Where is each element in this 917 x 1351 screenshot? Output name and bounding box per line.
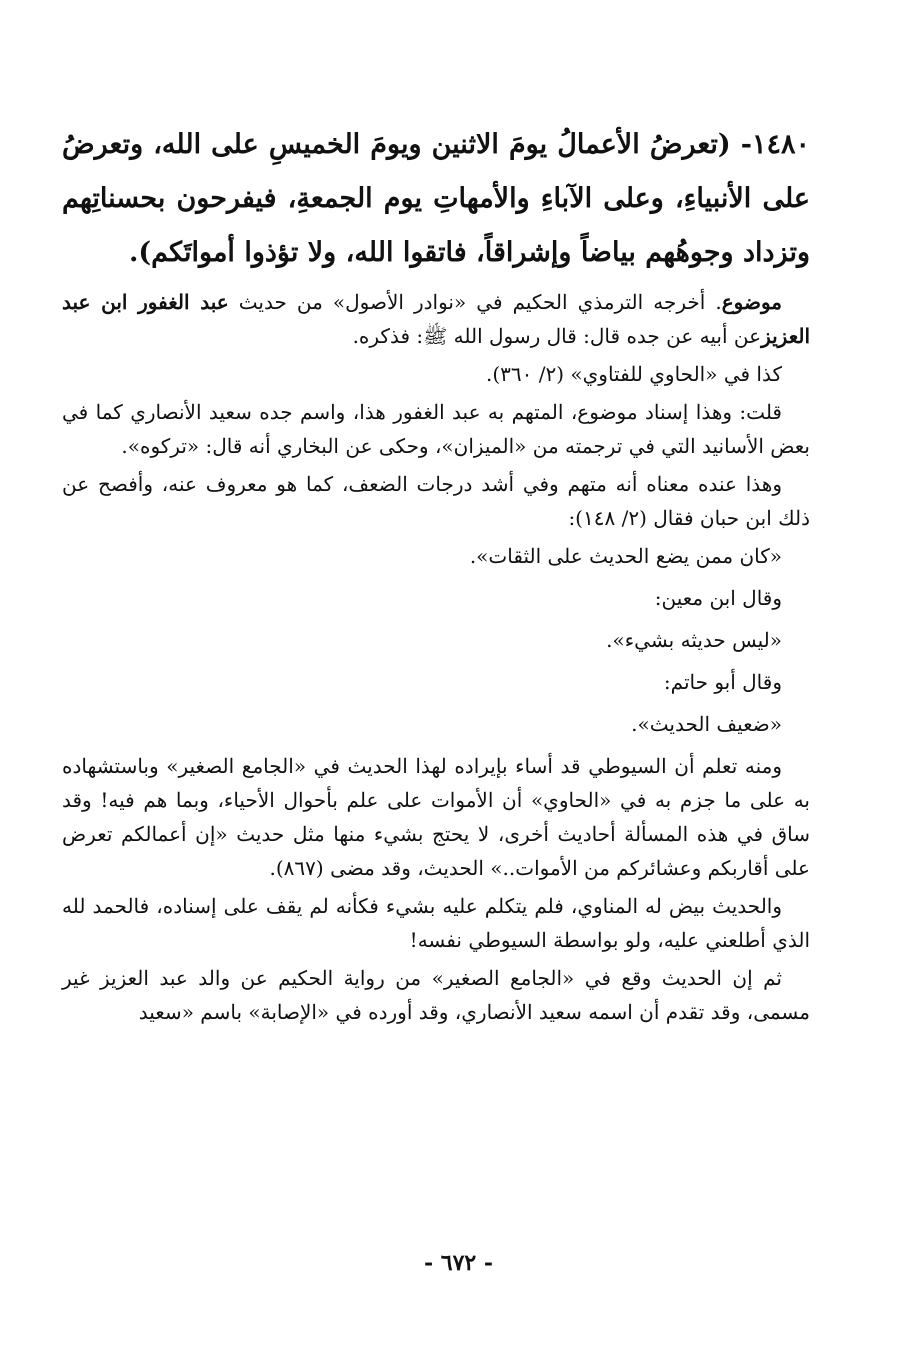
- quote-ibn-main: «ليس حديثه بشيء».: [606, 628, 782, 652]
- quote-ibn-hibban: «كان ممن يضع الحديث على الثقات».: [469, 544, 782, 568]
- page-body: [62, 118, 810, 1033]
- comment-paragraph-2: وهذا عنده معناه أنه متهم وفي أشد درجات الضعف، كما هو معروف عنه، وأفصح عن ذلك ابن حبان فقال (٢/ ١٤٨):: [62, 472, 810, 530]
- quote-ibn-main-intro: وقال ابن معين:: [654, 586, 782, 610]
- hadith-text: ١٤٨٠- (تعرضُ الأعمالُ يومَ الاثنين ويومَ الخميسِ على الله، وتعرضُ على الأنبياءِ، وعلى الآباءِ والأمهاتِ يوم الجمعةِ، فيفرحون بحسناتِهم وتزداد وجوهُهم بياضاً وإشراقاً، فاتقوا الله، ولا تؤذوا أمواتَكم).: [62, 129, 810, 268]
- quote-abu-hatim: «ضعيف الحديث».: [631, 712, 782, 736]
- page-number: - ٦٧٢ -: [423, 1250, 494, 1276]
- comment-paragraph-3: ومنه تعلم أن السيوطي قد أساء بإيراده لهذا الحديث في «الجامع الصغير» وباستشهاده به على ما جزم به في «الحاوي» أن الأموات على علم بأحوال الأحياء، وبما هم فيه! وقد ساق في هذه المسألة أحاديث أخرى، لا يحتج بشيء منها مثل حديث «إن أعمالكم تعرض على أقاربكم وعشائركم من الأموات..» الحديث، وقد مضى (٨٦٧).: [62, 754, 810, 880]
- quote-abu-hatim-intro: وقال أبو حاتم:: [663, 670, 782, 694]
- source-line: كذا في «الحاوي للفتاوي» (٢/ ٣٦٠).: [485, 362, 782, 386]
- comment-paragraph-4: والحديث بيض له المناوي، فلم يتكلم عليه بشيء فكأنه لم يقف على إسناده، فالحمد لله الذي أطلعني عليه، ولو بواسطة السيوطي نفسه!: [62, 894, 810, 952]
- comment-paragraph-5: ثم إن الحديث وقع في «الجامع الصغير» من رواية الحكيم عن والد عبد العزيز غير مسمى، وقد تقدم أن اسمه سعيد الأنصاري، وقد أورده في «الإصابة» باسم «سعيد: [62, 966, 810, 1024]
- grade-label: موضوع: [721, 290, 782, 314]
- narrator-name: عبد الغفور ابن عبد العزيز: [62, 290, 810, 348]
- comment-paragraph-1: قلت: وهذا إسناد موضوع، المتهم به عبد الغفور هذا، واسم جده سعيد الأنصاري كما في بعض الأسانيد التي في ترجمته من «الميزان»، وحكى عن البخاري أنه قال: «تركوه».: [62, 400, 810, 458]
- grade-text-2: عن أبيه عن جده قال: قال رسول الله ﷺ: فذكره.: [352, 324, 762, 348]
- grade-text-1: . أخرجه الترمذي الحكيم في «نوادر الأصول» من حديث: [228, 290, 722, 314]
- grade-paragraph: [62, 285, 810, 353]
